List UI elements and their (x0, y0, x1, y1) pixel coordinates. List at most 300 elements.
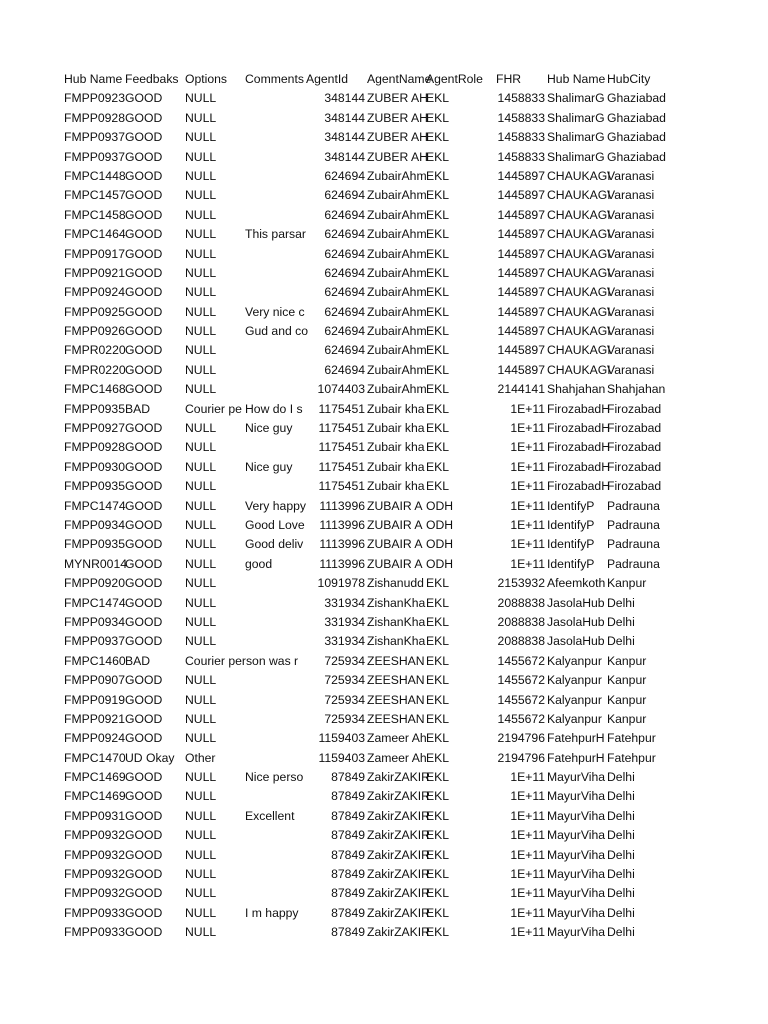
cell-agent-id: 624694 (324, 343, 365, 358)
cell-feedback: GOOD (125, 576, 163, 591)
cell-feedback: GOOD (125, 227, 163, 242)
cell-agent-role: EKL (426, 576, 450, 591)
cell-agent-role: EKL (426, 905, 450, 920)
header-comments: Comments (245, 72, 304, 86)
cell-hub-name-2: MayurViha (547, 925, 606, 940)
cell-agent-role: ODH (426, 517, 454, 532)
cell-hub-city: Varanasi (607, 227, 655, 242)
cell-hub-name-2: CHAUKAGI (547, 246, 611, 261)
cell-agent-id: 1175451 (318, 440, 365, 455)
cell-feedback: GOOD (125, 789, 163, 804)
cell-options: NULL (185, 634, 217, 649)
table-row (64, 186, 684, 205)
cell-hub-name-2: MayurViha (547, 886, 606, 901)
cell-agent-id: 87849 (331, 770, 365, 785)
cell-feedback: GOOD (125, 770, 163, 785)
cell-agent-role: EKL (426, 343, 450, 358)
cell-comments (245, 594, 306, 613)
cell-hub-city: Delhi (607, 886, 635, 901)
cell-hub-city: Padrauna (607, 556, 660, 571)
cell-fhr: 1E+11 (510, 886, 545, 901)
cell-hub-name-2: FatehpurH (547, 750, 605, 765)
cell-feedback: GOOD (125, 673, 163, 688)
table-row (64, 710, 684, 729)
cell-agent-role: EKL (426, 149, 450, 164)
cell-agent-name: ZUBAIR A (367, 498, 423, 513)
cell-agent-id: 725934 (324, 692, 365, 707)
cell-agent-role: EKL (426, 421, 450, 436)
table-row (64, 458, 684, 477)
cell-agent-name: Zishanudd (367, 576, 424, 591)
cell-agent-id: 624694 (324, 188, 365, 203)
cell-fhr: 2153932 (497, 576, 545, 591)
cell-agent-name: ZUBER AH (367, 110, 428, 125)
cell-comments (245, 380, 306, 399)
cell-options: NULL (185, 673, 217, 688)
cell-fhr: 1458833 (497, 91, 545, 106)
cell-agent-name: ZishanKha (367, 595, 426, 610)
cell-fhr: 1445897 (497, 207, 545, 222)
cell-fhr: 1E+11 (510, 808, 545, 823)
cell-feedback: GOOD (125, 886, 163, 901)
cell-agent-id: 725934 (324, 653, 365, 668)
cell-hub-name: FMPP0926 (64, 324, 125, 339)
cell-fhr: 1458833 (497, 149, 545, 164)
cell-agent-name: Zameer Ah (367, 731, 427, 746)
cell-agent-role: EKL (426, 828, 450, 843)
cell-comments: Good Love (245, 517, 305, 532)
cell-hub-name: FMPP0933 (64, 905, 125, 920)
cell-hub-name-2: CHAUKAGI (547, 343, 611, 358)
cell-hub-name: FMPP0932 (64, 867, 125, 882)
cell-feedback: GOOD (125, 362, 163, 377)
table-row (64, 555, 684, 574)
cell-hub-city: Varanasi (607, 304, 655, 319)
cell-agent-role: EKL (426, 634, 450, 649)
cell-feedback: GOOD (125, 188, 163, 203)
cell-comments (245, 341, 306, 360)
cell-fhr: 1E+11 (510, 421, 545, 436)
cell-agent-role: EKL (426, 867, 450, 882)
cell-hub-name-2: JasolaHub (547, 595, 605, 610)
cell-comments (245, 186, 306, 205)
cell-hub-city: Fatehpur (607, 731, 656, 746)
table-row (64, 574, 684, 593)
cell-hub-name-2: FirozabadH (547, 440, 610, 455)
cell-hub-city: Kanpur (607, 576, 647, 591)
cell-options: NULL (185, 130, 217, 145)
table-row (64, 341, 684, 360)
cell-agent-role: EKL (426, 653, 450, 668)
cell-feedback: GOOD (125, 91, 163, 106)
cell-agent-role: EKL (426, 265, 450, 280)
cell-agent-role: EKL (426, 227, 450, 242)
cell-fhr: 1445897 (497, 188, 545, 203)
cell-hub-city: Padrauna (607, 517, 660, 532)
cell-feedback: GOOD (125, 556, 163, 571)
cell-hub-city: Kanpur (607, 711, 647, 726)
cell-hub-name: FMPR0220 (64, 343, 126, 358)
cell-comments (245, 691, 306, 710)
cell-options: NULL (185, 168, 217, 183)
cell-hub-name-2: CHAUKAGI (547, 168, 611, 183)
cell-hub-name-2: CHAUKAGI (547, 207, 611, 222)
cell-comments (245, 109, 306, 128)
cell-agent-id: 1175451 (318, 459, 365, 474)
cell-agent-name: ZEESHAN (367, 692, 425, 707)
cell-hub-name-2: MayurViha (547, 828, 606, 843)
cell-options: NULL (185, 362, 217, 377)
cell-hub-city: Ghaziabad (607, 130, 666, 145)
cell-fhr: 1455672 (497, 653, 545, 668)
header-hub-city: HubCity (607, 72, 651, 86)
table-row (64, 167, 684, 186)
cell-hub-name-2: FatehpurH (547, 731, 605, 746)
cell-agent-role: EKL (426, 925, 450, 940)
cell-fhr: 1E+11 (510, 459, 545, 474)
cell-agent-id: 87849 (331, 886, 365, 901)
table-row (64, 283, 684, 302)
cell-fhr: 1445897 (497, 324, 545, 339)
cell-feedback: GOOD (125, 867, 163, 882)
cell-fhr: 1E+11 (510, 828, 545, 843)
cell-agent-role: EKL (426, 285, 450, 300)
cell-hub-name-2: CHAUKAGI (547, 188, 611, 203)
cell-agent-name: ZUBAIR A (367, 556, 423, 571)
cell-hub-name: FMPP0932 (64, 847, 125, 862)
cell-hub-name-2: JasolaHub (547, 634, 605, 649)
cell-fhr: 1445897 (497, 227, 545, 242)
cell-hub-city: Delhi (607, 867, 635, 882)
cell-fhr: 1E+11 (510, 925, 545, 940)
cell-options: NULL (185, 867, 217, 882)
cell-agent-id: 331934 (324, 634, 365, 649)
cell-agent-role: EKL (426, 808, 450, 823)
cell-feedback: GOOD (125, 808, 163, 823)
cell-hub-name: FMPC1448 (64, 168, 126, 183)
cell-comments (245, 167, 306, 186)
cell-feedback: GOOD (125, 692, 163, 707)
cell-options: NULL (185, 537, 217, 552)
cell-comments: Nice perso (245, 770, 304, 785)
cell-agent-role: EKL (426, 459, 450, 474)
cell-feedback: GOOD (125, 925, 163, 940)
cell-agent-name: ZUBER AH (367, 149, 428, 164)
cell-hub-name: FMPP0935 (64, 401, 125, 416)
cell-fhr: 1445897 (497, 362, 545, 377)
cell-hub-name: FMPC1469 (64, 789, 126, 804)
table-row (64, 264, 684, 283)
cell-agent-name: ZakirZAKIR (367, 886, 430, 901)
table-row (64, 865, 684, 884)
cell-fhr: 1455672 (497, 673, 545, 688)
cell-feedback: GOOD (125, 382, 163, 397)
cell-comments (245, 671, 306, 690)
cell-agent-id: 87849 (331, 867, 365, 882)
cell-hub-name: FMPP0934 (64, 614, 125, 629)
header-agent-role: AgentRole (426, 72, 483, 86)
table-row (64, 671, 684, 690)
cell-options: NULL (185, 595, 217, 610)
cell-agent-id: 1113996 (319, 498, 365, 513)
cell-agent-name: ZUBER AH (367, 130, 428, 145)
cell-options: NULL (185, 905, 217, 920)
cell-agent-id: 348144 (324, 149, 365, 164)
cell-hub-city: Varanasi (607, 362, 655, 377)
table-row (64, 477, 684, 496)
cell-hub-name: FMPP0907 (64, 673, 125, 688)
cell-options: NULL (185, 576, 217, 591)
cell-hub-name: FMPP0933 (64, 925, 125, 940)
cell-hub-name-2: Shahjahan (547, 382, 606, 397)
cell-hub-city: Varanasi (607, 324, 655, 339)
cell-options: NULL (185, 110, 217, 125)
cell-agent-role: EKL (426, 168, 450, 183)
cell-options: NULL (185, 789, 217, 804)
table-row (64, 846, 684, 865)
cell-hub-name-2: FirozabadH (547, 459, 610, 474)
table-row (64, 148, 684, 167)
cell-hub-city: Delhi (607, 614, 635, 629)
cell-agent-id: 87849 (331, 808, 365, 823)
header-hub-name-2: Hub Name (547, 72, 606, 86)
table-row (64, 128, 684, 147)
cell-agent-role: EKL (426, 886, 450, 901)
cell-hub-name: FMPP0921 (64, 265, 125, 280)
cell-hub-city: Firozabad (607, 479, 662, 494)
cell-hub-name-2: Kalyanpur (547, 673, 602, 688)
cell-agent-id: 87849 (331, 905, 365, 920)
header-row (64, 70, 684, 89)
cell-agent-name: ZubairAhm (367, 246, 427, 261)
header-hub-name: Hub Name (64, 72, 123, 86)
cell-fhr: 2144141 (497, 382, 545, 397)
cell-hub-city: Firozabad (607, 401, 662, 416)
cell-options: NULL (185, 498, 217, 513)
cell-feedback: GOOD (125, 847, 163, 862)
cell-hub-name-2: FirozabadH (547, 479, 610, 494)
cell-hub-city: Ghaziabad (607, 110, 666, 125)
cell-agent-name: ZubairAhm (367, 343, 427, 358)
table-row (64, 89, 684, 108)
table-row (64, 594, 684, 613)
cell-agent-name: ZUBER AH (367, 91, 428, 106)
cell-comments: good (245, 556, 273, 571)
cell-options: NULL (185, 440, 217, 455)
table-row (64, 884, 684, 903)
cell-hub-city: Firozabad (607, 421, 662, 436)
cell-comments: Very happy (245, 498, 306, 513)
cell-hub-name: FMPP0923 (64, 91, 125, 106)
cell-agent-name: ZUBAIR A (367, 517, 423, 532)
cell-hub-name: FMPP0919 (64, 692, 125, 707)
cell-hub-name: FMPP0924 (64, 285, 125, 300)
cell-hub-name-2: ShalimarG (547, 110, 605, 125)
cell-hub-name-2: Afeemkoth (547, 576, 606, 591)
cell-agent-role: EKL (426, 692, 450, 707)
header-feedbaks: Feedbaks (125, 72, 179, 86)
cell-agent-name: ZishanKha (367, 634, 426, 649)
cell-hub-name-2: JasolaHub (547, 614, 605, 629)
cell-hub-city: Delhi (607, 925, 635, 940)
cell-agent-name: ZishanKha (367, 614, 426, 629)
cell-fhr: 1E+11 (510, 537, 545, 552)
cell-agent-role: ODH (426, 537, 454, 552)
table-row (64, 400, 684, 419)
cell-hub-name-2: FirozabadH (547, 421, 610, 436)
cell-agent-id: 624694 (324, 304, 365, 319)
cell-comments (245, 749, 306, 768)
cell-feedback: GOOD (125, 168, 163, 183)
cell-agent-role: EKL (426, 324, 450, 339)
cell-feedback: GOOD (125, 731, 163, 746)
cell-agent-name: ZubairAhm (367, 304, 427, 319)
cell-hub-city: Varanasi (607, 285, 655, 300)
cell-hub-name: FMPP0935 (64, 479, 125, 494)
cell-hub-name: FMPC1474 (64, 498, 126, 513)
cell-comments (245, 652, 306, 671)
cell-comments: Nice guy (245, 421, 293, 436)
cell-agent-id: 624694 (324, 285, 365, 300)
cell-hub-city: Delhi (607, 789, 635, 804)
cell-hub-city: Kanpur (607, 653, 647, 668)
cell-agent-id: 348144 (324, 130, 365, 145)
cell-fhr: 1E+11 (510, 556, 545, 571)
cell-fhr: 1458833 (497, 110, 545, 125)
cell-hub-name: FMPP0927 (64, 421, 125, 436)
cell-options: NULL (185, 847, 217, 862)
cell-options: NULL (185, 731, 217, 746)
cell-hub-city: Varanasi (607, 188, 655, 203)
cell-feedback: GOOD (125, 110, 163, 125)
cell-options: NULL (185, 304, 217, 319)
cell-hub-name: FMPP0937 (64, 634, 125, 649)
cell-agent-name: ZakirZAKIR (367, 789, 430, 804)
cell-hub-city: Padrauna (607, 498, 660, 513)
cell-agent-name: ZEESHAN (367, 653, 425, 668)
cell-fhr: 1458833 (497, 130, 545, 145)
cell-hub-name-2: MayurViha (547, 847, 606, 862)
cell-comments (245, 264, 306, 283)
cell-agent-name: ZakirZAKIR (367, 925, 430, 940)
cell-fhr: 1E+11 (510, 770, 545, 785)
cell-comments (245, 283, 306, 302)
cell-hub-city: Kanpur (607, 692, 647, 707)
table-row (64, 613, 684, 632)
cell-hub-city: Delhi (607, 634, 635, 649)
cell-fhr: 1E+11 (510, 867, 545, 882)
cell-agent-id: 87849 (331, 847, 365, 862)
cell-hub-city: Varanasi (607, 207, 655, 222)
cell-feedback: GOOD (125, 634, 163, 649)
cell-hub-name: FMPP0928 (64, 110, 125, 125)
cell-fhr: 2088838 (497, 614, 545, 629)
cell-fhr: 1E+11 (510, 789, 545, 804)
cell-fhr: 2194796 (497, 731, 545, 746)
cell-agent-name: Zubair kha (367, 440, 425, 455)
cell-options: NULL (185, 207, 217, 222)
cell-agent-role: ODH (426, 498, 454, 513)
cell-options: NULL (185, 808, 217, 823)
cell-hub-name-2: Kalyanpur (547, 653, 602, 668)
cell-agent-id: 1159403 (318, 731, 365, 746)
cell-agent-name: ZakirZAKIR (367, 828, 430, 843)
cell-agent-name: ZubairAhm (367, 285, 427, 300)
cell-hub-name: FMPP0937 (64, 130, 125, 145)
cell-hub-city: Delhi (607, 595, 635, 610)
cell-feedback: GOOD (125, 207, 163, 222)
cell-feedback: GOOD (125, 343, 163, 358)
cell-agent-role: EKL (426, 130, 450, 145)
cell-agent-id: 331934 (324, 614, 365, 629)
cell-fhr: 2194796 (497, 750, 545, 765)
cell-agent-id: 624694 (324, 246, 365, 261)
cell-hub-name: FMPC1457 (64, 188, 126, 203)
cell-agent-role: EKL (426, 382, 450, 397)
table-body (64, 89, 684, 942)
cell-hub-city: Firozabad (607, 440, 662, 455)
cell-hub-name: FMPP0932 (64, 828, 125, 843)
cell-agent-id: 1159403 (318, 750, 365, 765)
cell-agent-name: Zubair kha (367, 421, 425, 436)
cell-comments (245, 787, 306, 806)
cell-agent-role: EKL (426, 479, 450, 494)
cell-comments (245, 613, 306, 632)
cell-comments (245, 884, 306, 903)
cell-agent-id: 1175451 (318, 401, 365, 416)
table-row (64, 787, 684, 806)
cell-agent-id: 1113996 (319, 556, 365, 571)
cell-agent-name: ZubairAhm (367, 168, 427, 183)
cell-agent-name: ZEESHAN (367, 711, 425, 726)
cell-hub-city: Delhi (607, 770, 635, 785)
cell-options: Other (185, 750, 216, 765)
cell-fhr: 1E+11 (510, 517, 545, 532)
table-row (64, 749, 684, 768)
cell-agent-id: 1113996 (319, 517, 365, 532)
cell-comments (245, 361, 306, 380)
cell-fhr: 1445897 (497, 246, 545, 261)
cell-agent-name: ZubairAhm (367, 207, 427, 222)
cell-agent-id: 331934 (324, 595, 365, 610)
cell-hub-name: MYNR0014 (64, 556, 127, 571)
cell-agent-name: ZakirZAKIR (367, 847, 430, 862)
cell-options: NULL (185, 285, 217, 300)
cell-feedback: BAD (125, 653, 151, 668)
cell-feedback: GOOD (125, 498, 163, 513)
cell-comments (245, 710, 306, 729)
cell-comments: This parsar (245, 227, 306, 242)
cell-hub-city: Ghaziabad (607, 149, 666, 164)
cell-hub-name-2: ShalimarG (547, 130, 605, 145)
cell-hub-city: Fatehpur (607, 750, 656, 765)
cell-options: NULL (185, 91, 217, 106)
cell-feedback: GOOD (125, 595, 163, 610)
header-fhr: FHR (496, 72, 522, 86)
cell-agent-id: 1074403 (317, 382, 365, 397)
cell-hub-name-2: MayurViha (547, 905, 606, 920)
cell-agent-role: EKL (426, 789, 450, 804)
cell-fhr: 1445897 (497, 343, 545, 358)
cell-fhr: 2088838 (497, 634, 545, 649)
table-row (64, 904, 684, 923)
cell-comments (245, 477, 306, 496)
cell-comments (245, 574, 306, 593)
cell-hub-name: FMPC1469 (64, 770, 126, 785)
cell-hub-name: FMPP0928 (64, 440, 125, 455)
cell-hub-name-2: IdentifyP (547, 498, 595, 513)
cell-comments (245, 128, 306, 147)
